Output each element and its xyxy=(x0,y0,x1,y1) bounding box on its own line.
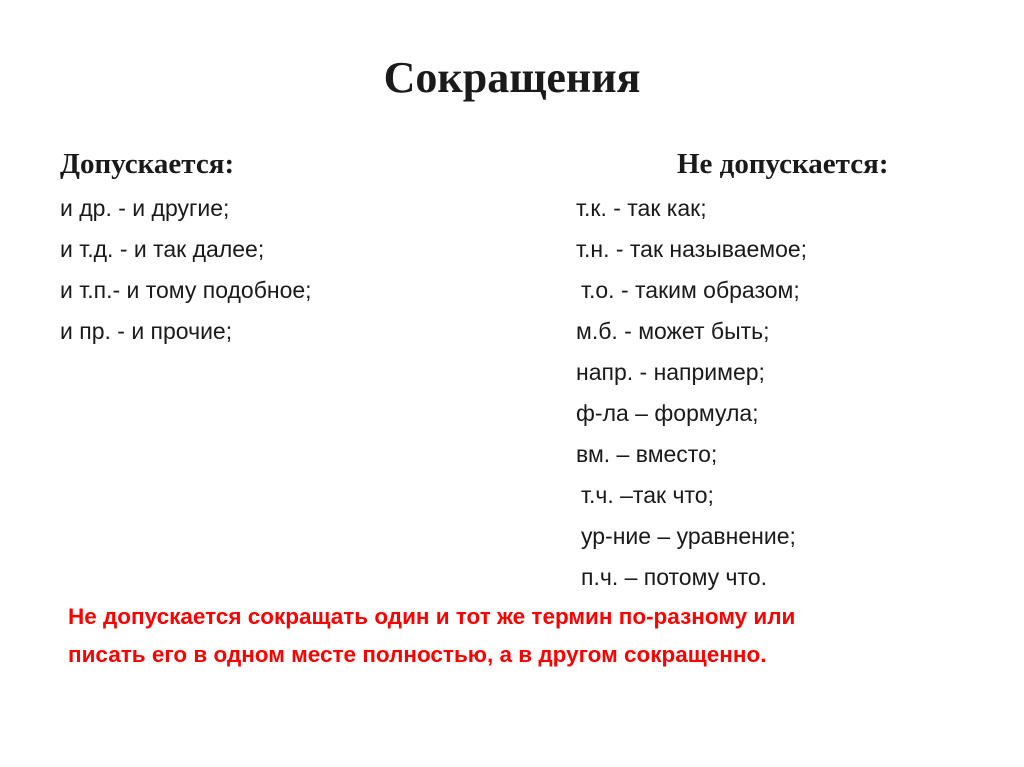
slide-title: Сокращения xyxy=(383,53,641,102)
allowed-item: и т.п.- и тому подобное; xyxy=(60,277,312,303)
allowed-item: и пр. - и прочие; xyxy=(60,318,233,344)
not-allowed-list xyxy=(576,188,807,598)
not-allowed-item: ур-ние – уравнение; xyxy=(581,523,796,549)
warning-note xyxy=(68,598,968,674)
allowed-heading: Допускается: xyxy=(60,148,235,180)
not-allowed-heading: Не допускается: xyxy=(677,148,889,180)
not-allowed-item: т.ч. –так что; xyxy=(581,482,714,508)
not-allowed-item: вм. – вместо; xyxy=(576,441,718,467)
not-allowed-item: т.о. - таким образом; xyxy=(581,277,800,303)
not-allowed-item: м.б. - может быть; xyxy=(576,318,770,344)
not-allowed-item: ф-ла – формула; xyxy=(576,400,759,426)
allowed-item: и т.д. - и так далее; xyxy=(60,236,265,262)
not-allowed-item: напр. - например; xyxy=(576,359,765,385)
not-allowed-item: п.ч. – потому что. xyxy=(581,564,767,590)
warning-note-line: Не допускается сокращать один и тот же термин по-разному или xyxy=(68,604,796,629)
warning-note-line: писать его в одном месте полностью, а в другом сокращенно. xyxy=(68,642,767,667)
not-allowed-item: т.н. - так называемое; xyxy=(576,236,808,262)
allowed-list xyxy=(60,188,312,352)
not-allowed-item: т.к. - так как; xyxy=(576,195,707,221)
allowed-item: и др. - и другие; xyxy=(60,195,230,221)
